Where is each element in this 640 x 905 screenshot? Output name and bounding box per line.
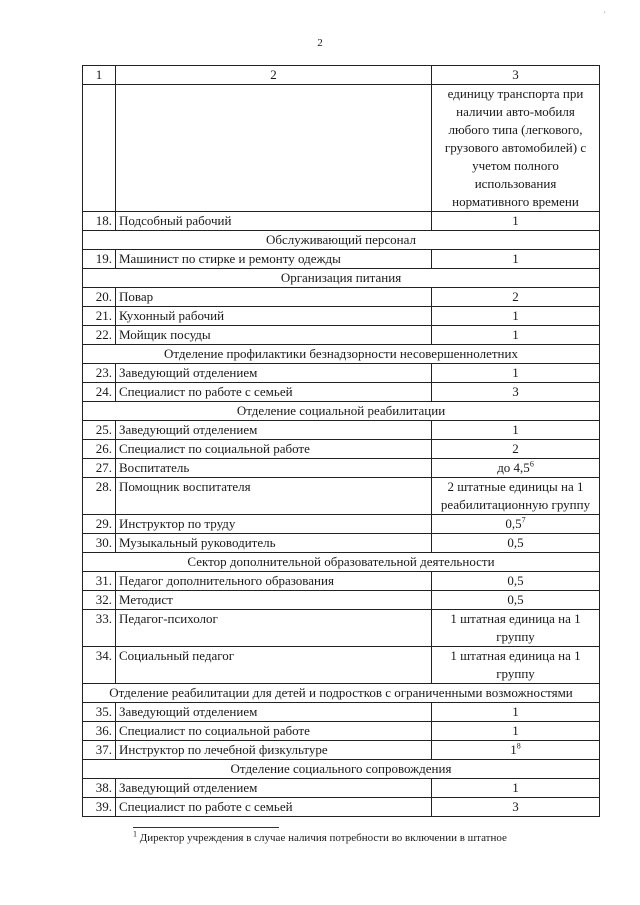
staff-units: 1 (512, 213, 519, 228)
staff-units-cell (432, 250, 600, 269)
row-number: 19. (83, 250, 116, 269)
table-row (83, 326, 600, 345)
position-name: Музыкальный руководитель (116, 534, 432, 553)
section-row (83, 760, 600, 779)
position-name: Заведующий отделением (116, 779, 432, 798)
footnote-text: Директор учреждения в случае наличия потребности во включении в штатное (139, 832, 507, 844)
section-title: Отделение реабилитации для детей и подростков с ограниченными возможностями (83, 684, 600, 703)
header-col-3: 3 (432, 66, 600, 85)
table-row (83, 647, 600, 684)
staff-units-cell (432, 212, 600, 231)
row-number: 23. (83, 364, 116, 383)
staff-units-cell (432, 591, 600, 610)
row-number: 22. (83, 326, 116, 345)
footnote-marker: 1 (133, 829, 137, 839)
staff-units-cell (432, 722, 600, 741)
row-number: 30. (83, 534, 116, 553)
staff-units-cell (432, 610, 600, 647)
table-row (83, 212, 600, 231)
table-row (83, 307, 600, 326)
staff-units: 1 (512, 308, 519, 323)
table-header-row (83, 66, 600, 85)
staff-units: 1 (512, 723, 519, 738)
table-row (83, 288, 600, 307)
section-title: Отделение профилактики безнадзорности несовершеннолетних (83, 345, 600, 364)
row-number: 34. (83, 647, 116, 684)
staff-units: 2 (512, 441, 519, 456)
staff-units: 1 (512, 422, 519, 437)
staff-units: 2 (512, 289, 519, 304)
staff-units: 3 (512, 384, 519, 399)
staff-units-cell (432, 534, 600, 553)
table-row (83, 798, 600, 817)
row-number: 39. (83, 798, 116, 817)
position-name (116, 85, 432, 212)
position-name: Воспитатель (116, 459, 432, 478)
staff-units: 1 штатная единица на 1 группу (450, 611, 581, 644)
table-row (83, 383, 600, 402)
row-number: 36. (83, 722, 116, 741)
staff-units-cell (432, 703, 600, 722)
staff-units-cell (432, 307, 600, 326)
position-name: Педагог-психолог (116, 610, 432, 647)
header-col-2: 2 (116, 66, 432, 85)
table-row (83, 364, 600, 383)
footnote-separator (133, 827, 279, 828)
staff-units: 1 (510, 742, 517, 757)
footnote-ref: 7 (521, 515, 526, 525)
staff-units-cell (432, 440, 600, 459)
staff-units: 1 штатная единица на 1 группу (450, 648, 581, 681)
table-row (83, 440, 600, 459)
position-name: Заведующий отделением (116, 703, 432, 722)
position-name: Повар (116, 288, 432, 307)
staff-units: 1 (512, 704, 519, 719)
table-row (83, 478, 600, 515)
row-number: 37. (83, 741, 116, 760)
section-row (83, 402, 600, 421)
staff-units: 2 штатные единицы на 1 реабилитационную группу (440, 479, 591, 512)
staff-units-cell (432, 741, 600, 760)
footnote (133, 829, 507, 844)
staff-units-cell (432, 478, 600, 515)
position-name: Инструктор по труду (116, 515, 432, 534)
row-number: 26. (83, 440, 116, 459)
row-number (83, 85, 116, 212)
staff-units-cell (432, 779, 600, 798)
row-number: 38. (83, 779, 116, 798)
table-row (83, 779, 600, 798)
row-number: 25. (83, 421, 116, 440)
staff-units-cell (432, 515, 600, 534)
position-name: Специалист по социальной работе (116, 440, 432, 459)
position-name: Специалист по работе с семьей (116, 798, 432, 817)
corner-mark: ' (604, 10, 606, 19)
position-name: Мойщик посуды (116, 326, 432, 345)
staff-units: 0,5 (507, 592, 524, 607)
table-row (83, 534, 600, 553)
staff-units-cell (432, 421, 600, 440)
position-name: Заведующий отделением (116, 364, 432, 383)
staff-units: 3 (512, 799, 519, 814)
section-title: Организация питания (83, 269, 600, 288)
table-row (83, 421, 600, 440)
page-number: 2 (317, 37, 323, 49)
staff-units-cell (432, 459, 600, 478)
row-number: 18. (83, 212, 116, 231)
row-number: 21. (83, 307, 116, 326)
staff-units-cell (432, 572, 600, 591)
section-row (83, 231, 600, 250)
table-row (83, 250, 600, 269)
section-row (83, 684, 600, 703)
staff-units: 1 (512, 251, 519, 266)
section-row (83, 269, 600, 288)
position-name: Педагог дополнительного образования (116, 572, 432, 591)
footnote-ref: 6 (529, 459, 534, 469)
row-number: 29. (83, 515, 116, 534)
position-name: Помощник воспитателя (116, 478, 432, 515)
staff-units: единицу транспорта при наличии авто-мобиля любого типа (легкового, грузового автомобилей) с учетом полного использования нормативного времени (444, 86, 587, 209)
section-row (83, 345, 600, 364)
footnote-ref: 8 (516, 741, 521, 751)
staff-units: 1 (512, 365, 519, 380)
staff-units-cell (432, 326, 600, 345)
staff-units-cell (432, 647, 600, 684)
position-name: Машинист по стирке и ремонту одежды (116, 250, 432, 269)
staff-units-cell (432, 288, 600, 307)
position-name: Кухонный рабочий (116, 307, 432, 326)
header-col-1: 1 (83, 66, 116, 85)
row-number: 33. (83, 610, 116, 647)
section-title: Сектор дополнительной образовательной деятельности (83, 553, 600, 572)
staff-units: 0,5 (507, 573, 524, 588)
table-row (83, 722, 600, 741)
row-number: 35. (83, 703, 116, 722)
staff-units: 0,5 (507, 535, 524, 550)
table-row (83, 591, 600, 610)
row-number: 32. (83, 591, 116, 610)
position-name: Социальный педагог (116, 647, 432, 684)
staff-units: до 4,5 (497, 460, 530, 475)
section-title: Отделение социальной реабилитации (83, 402, 600, 421)
row-number: 20. (83, 288, 116, 307)
staff-units-cell (432, 383, 600, 402)
row-number: 27. (83, 459, 116, 478)
position-name: Подсобный рабочий (116, 212, 432, 231)
staff-units: 1 (512, 327, 519, 342)
table-row (83, 572, 600, 591)
table-row (83, 610, 600, 647)
section-row (83, 553, 600, 572)
table-row (83, 741, 600, 760)
staff-units-cell (432, 798, 600, 817)
table-row (83, 85, 600, 212)
position-name: Методист (116, 591, 432, 610)
section-title: Обслуживающий персонал (83, 231, 600, 250)
row-number: 31. (83, 572, 116, 591)
section-title: Отделение социального сопровождения (83, 760, 600, 779)
row-number: 28. (83, 478, 116, 515)
table-row (83, 459, 600, 478)
table-row (83, 703, 600, 722)
staff-table (82, 65, 600, 817)
staff-units: 1 (512, 780, 519, 795)
row-number: 24. (83, 383, 116, 402)
staff-units: 0,5 (505, 516, 522, 531)
position-name: Инструктор по лечебной физкультуре (116, 741, 432, 760)
position-name: Специалист по социальной работе (116, 722, 432, 741)
staff-units-cell (432, 364, 600, 383)
staff-units-cell (432, 85, 600, 212)
position-name: Специалист по работе с семьей (116, 383, 432, 402)
table-row (83, 515, 600, 534)
position-name: Заведующий отделением (116, 421, 432, 440)
